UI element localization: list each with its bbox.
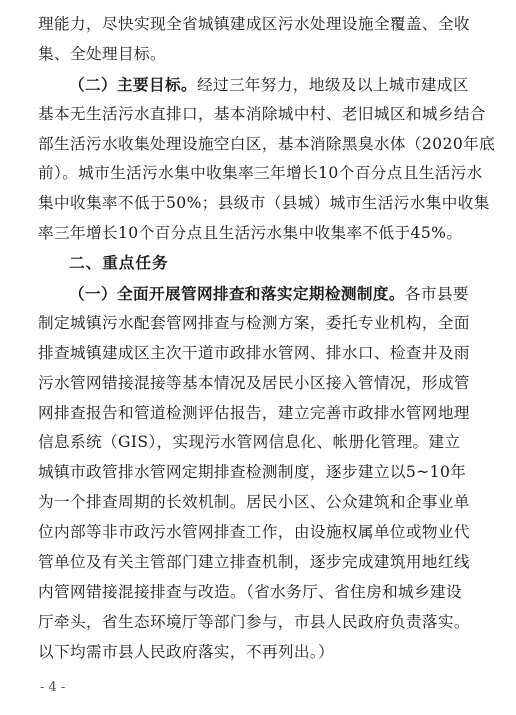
text-line: 率三年增长10个百分点且生活污水集中收集率不低于45%。 (38, 224, 463, 243)
text-line: 制定城镇污水配套管网排查与检测方案，委托专业机构，全面 (38, 313, 470, 332)
text-line: 基本无生活污水直排口，基本消除城中村、老旧城区和城乡结合 (38, 104, 486, 123)
section-heading: 二、重点任务 (69, 254, 169, 273)
text-line: 位内部等非市政污水管网排查工作，由设施权属单位或物业代 (38, 523, 470, 542)
text-line: 信息系统（GIS），实现污水管网信息化、帐册化管理。建立 (38, 433, 461, 452)
paragraph-heading: （一）全面开展管网排查和落实定期检测制度。 (69, 284, 405, 304)
text-line: 前）。城市生活污水集中收集率三年增长10个百分点且生活污水 (38, 164, 483, 183)
text-line: 排查城镇建成区主次干道市政排水管网、排水口、检查井及雨 (38, 343, 470, 362)
text-line: 内管网错接混接排查与改造。（省水务厅、省住房和城乡建设 (38, 582, 463, 601)
text-line: 集中收集率不低于50%；县级市（县城）城市生活污水集中收集 (38, 194, 490, 213)
paragraph-heading: （二）主要目标。 (69, 74, 197, 94)
document-body (38, 10, 496, 668)
text-line: 网排查报告和管道检测评估报告，建立完善市政排水管网地理 (38, 403, 470, 422)
paragraph-main-goals (38, 70, 488, 100)
text-line: 集、全处理目标。 (38, 44, 166, 63)
text-line: 部生活污水收集处理设施空白区，基本消除黑臭水体（2020年底 (38, 134, 496, 153)
text-line: 以下均需市县人民政府落实，不再列出。） (38, 642, 335, 661)
text-line: 污水管网错接混接等基本情况及居民小区接入管情况，形成管 (38, 373, 470, 392)
text-line: 经过三年努力，地级及以上城市建成区 (196, 75, 469, 94)
text-line: 管单位及有关主管部门建立排查机制，逐步完成建筑用地红线 (38, 553, 470, 572)
page-number: - 4 - (40, 680, 66, 695)
text-line: 各市县要 (404, 285, 469, 304)
text-line: 厅牵头，省生态环境厅等部门参与，市县人民政府负责落实。 (38, 612, 470, 631)
text-line: 理能力，尽快实现全省城镇建成区污水处理设施全覆盖、全收 (38, 15, 470, 33)
text-line: 城镇市政管排水管网定期排查检测制度，逐步建立以5~10年 (38, 463, 467, 482)
paragraph-pipe-inspection (38, 279, 488, 309)
text-line: 为一个排查周期的长效机制。居民小区、公众建筑和企事业单 (38, 493, 470, 512)
